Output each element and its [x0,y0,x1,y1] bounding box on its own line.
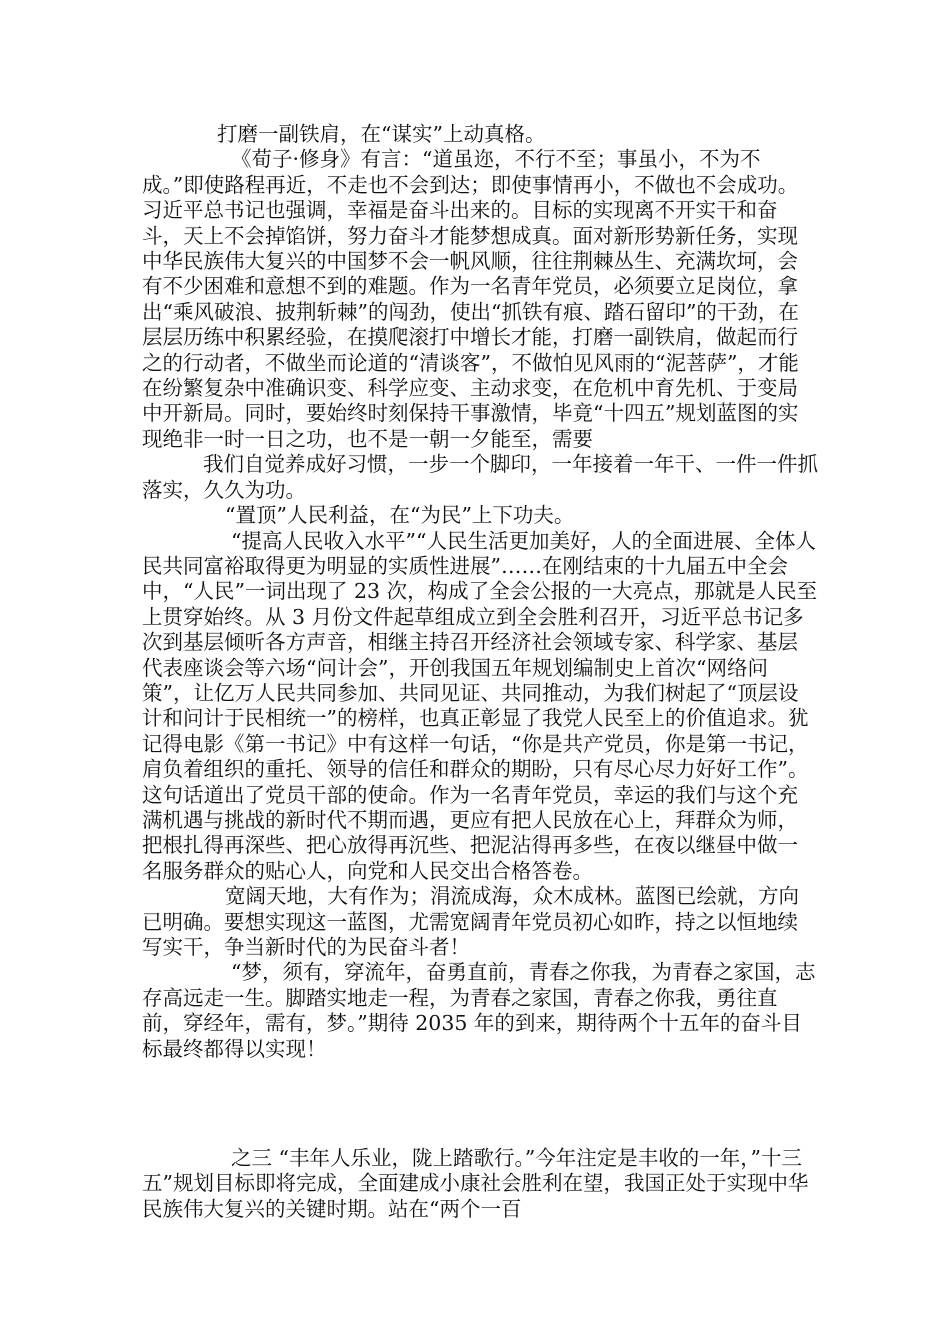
paragraph-xunzi: 《荀子·修身》有言：“道虽迩，不行不至；事虽小，不为不成。”即使路程再近，不走也不会到达；即使事情再小，不做也不会成功。习近平总书记也强调，幸福是奋斗出来的。目标的实现离不开实干和奋斗，天上不会掉馅饼，努力奋斗才能梦想成真。面对新形势新任务，实现中华民族伟大复兴的中国梦不会一帆风顺，往往荆棘丛生、充满坎坷，会有不少困难和意想不到的难题。作为一名青年党员，必须要立足岗位，拿出“乘风破浪、披荆斩棘”的闯劲，使出“抓铁有痕、踏石留印”的干劲，在层层历练中积累经验，在摸爬滚打中增长才能，打磨一副铁肩，做起而行之的行动者，不做坐而论道的“清谈客”，不做怕见风雨的“泥菩萨”，才能在纷繁复杂中准确识变、科学应变、主动求变，在危机中育先机、于变局中开新局。同时，要始终时刻保持干事激情，毕竟“十四五”规划蓝图的实现绝非一时一日之功，也不是一朝一夕能至，需要 [142,147,799,451]
paragraph-people: “提高人民收入水平”“人民生活更加美好，人的全面进展、全体人民共同富裕取得更为明显的实质性进展”……在刚结束的十九届五中全会中，“人民”一词出现了 23 次，构成了全会公报的一大亮点，那就是人民至上贯穿始终。从 3 月份文件起草组成立到全会胜利召开，习近平总书记多次到基层倾听各方声音，相继主持召开经济社会领域专家、科学家、基层代表座谈会等六场“问计会”，开创我国五年规划编制史上首次“网络问策”，让亿万人民共同参加、共同见证、共同推动，为我们树起了“顶层设计和问计于民相统一”的榜样，也真正彰显了我党人民至上的价值追求。犹记得电影《第一书记》中有这样一句话，“你是共产党员，你是第一书记，肩负着组织的重托、领导的信任和群众的期盼，只有尽心尽力好好工作”。这句话道出了党员干部的使命。作为一名青年党员，幸运的我们与这个充满机遇与挑战的新时代不期而遇，更应有把人民放在心上，拜群众为师，把根扎得再深些、把心放得再沉些、把泥沾得再多些，在夜以继昼中做一名服务群众的贴心人，向党和人民交出合格答卷。 [142,528,818,883]
paragraph-heading-1: 打磨一副铁肩，在“谋实”上动真格。 [217,122,546,146]
paragraph-heading-2: “置顶”人民利益，在“为民”上下功夫。 [225,503,575,528]
body-text-top [142,122,818,1062]
paragraph-dream: “梦，须有，穿流年，奋勇直前，青春之你我，为青春之家国，志存高远走一生。脚踏实地走一程，为青春之家国，青春之你我，勇往直前，穿经年，需有，梦。”期待 2035 年的到来，期待两个十五年的奋斗目标最终都得以实现！ [142,960,816,1061]
paragraph-habit: 我们自觉养成好习惯，一步一个脚印，一年接着一年干、一件一件抓落实，久久为功。 [142,452,818,502]
paragraph-vision: 宽阔天地，大有作为；涓流成海，众木成林。蓝图已绘就，方向已明确。要想实现这一蓝图，尤需宽阔青年党员初心如昨，持之以恒地续写实干，争当新时代的为民奋斗者！ [142,884,799,959]
body-text-bottom [142,1146,818,1222]
paragraph-part-three: 之三 “丰年人乐业，陇上踏歌行。”今年注定是丰收的一年，”十三五”规划目标即将完成，全面建成小康社会胜利在望，我国正处于实现中华民族伟大复兴的关键时期。站在“两个一百 [142,1146,809,1221]
